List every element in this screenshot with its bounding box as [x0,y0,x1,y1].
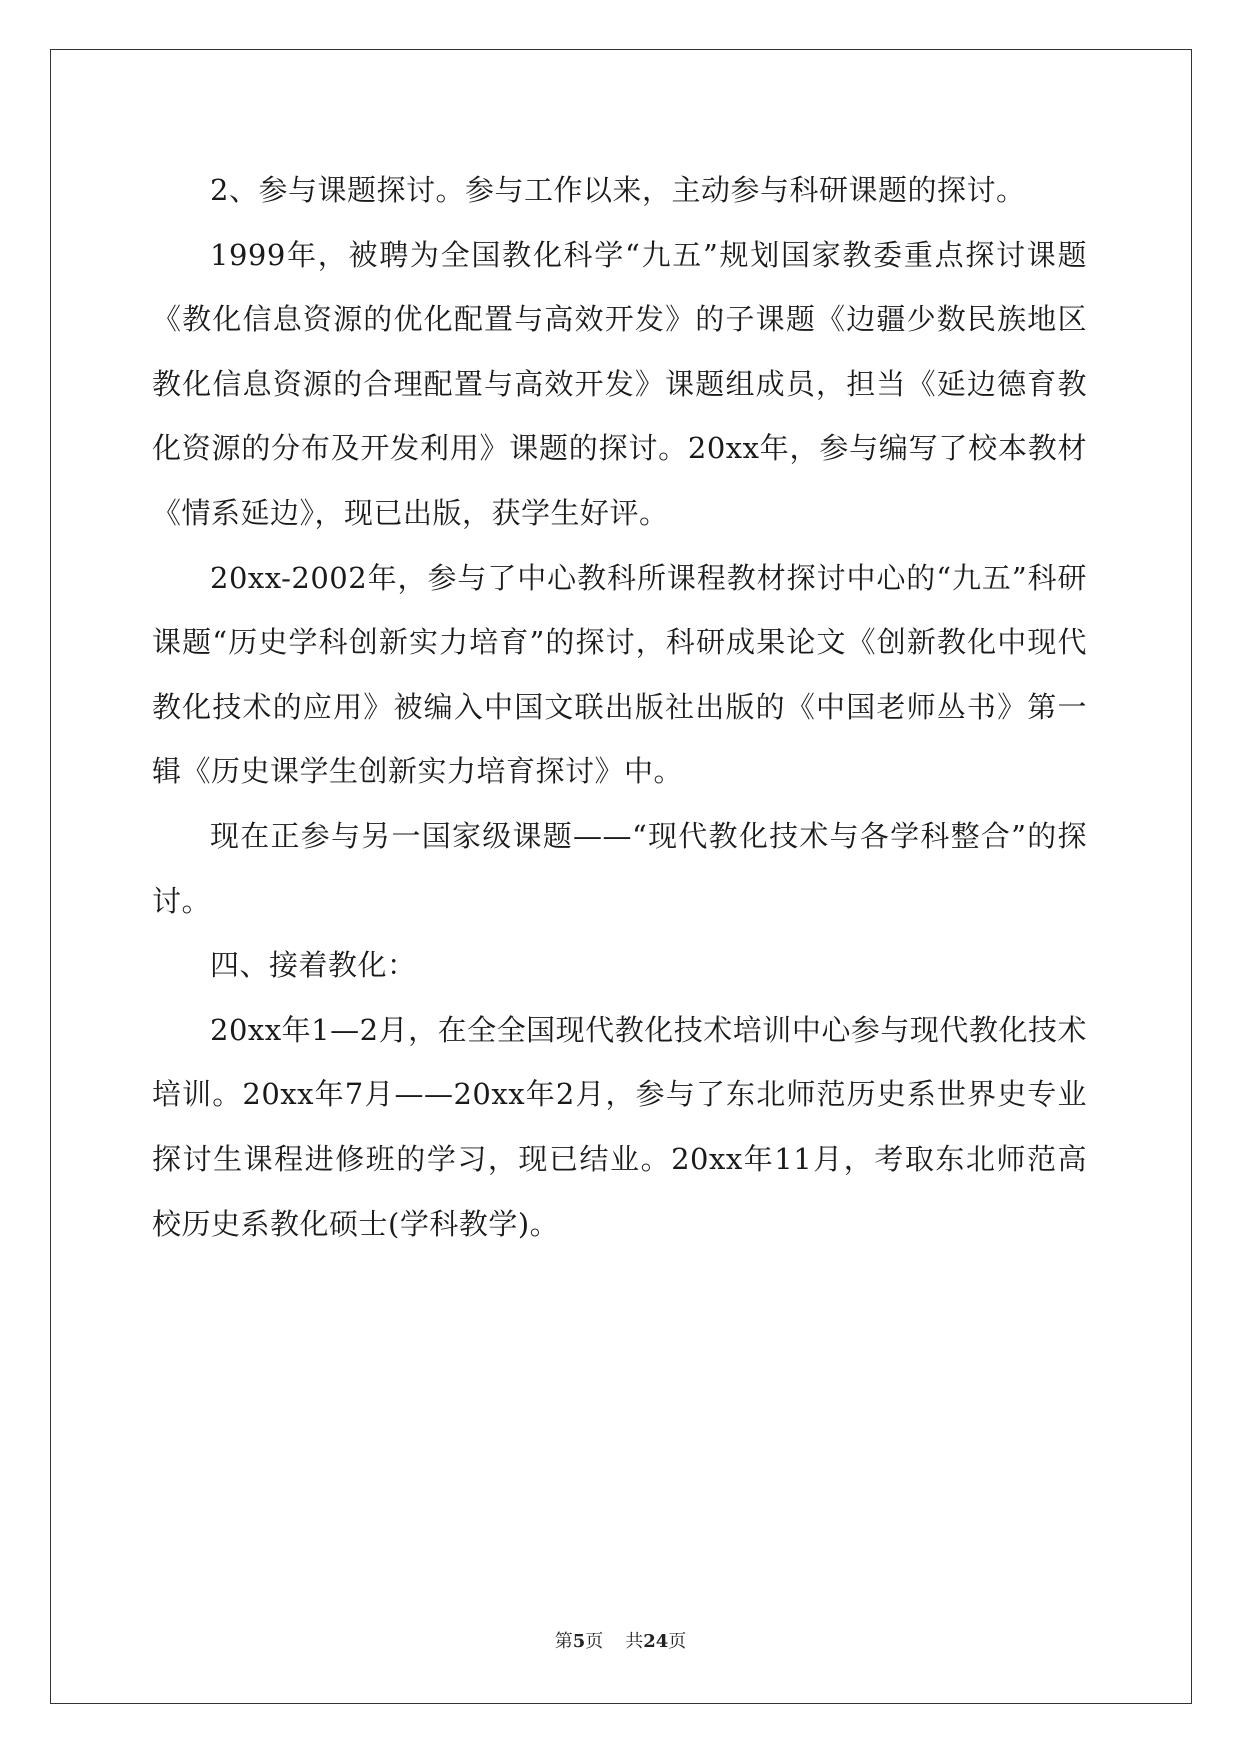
paragraph-2002-project: 20xx-2002年，参与了中心教科所课程教材探讨中心的“九五”科研课题“历史学科创新实力培育”的探讨，科研成果论文《创新教化中现代教化技术的应用》被编入中国文联出版社出版的《中国老师丛书》第一辑《历史课学生创新实力培育探讨》中。 [152,560,1087,789]
document-body [152,158,1087,1256]
paragraph-current-project: 现在正参与另一国家级课题——“现代教化技术与各学科整合”的探讨。 [152,818,1087,918]
footer-page-total: 24 [643,1631,669,1652]
footer-total-prefix: 共 [625,1631,644,1652]
paragraph-training: 20xx年1—2月，在全全国现代教化技术培训中心参与现代教化技术培训。20xx年7月——20xx年2月，参与了东北师范历史系世界史专业探讨生课程进修班的学习，现已结业。20xx年11月，考取东北师范高校历史系教化硕士(学科教学)。 [152,1012,1087,1241]
footer-page-unit: 页 [585,1631,604,1652]
footer-total-unit: 页 [668,1631,687,1652]
section-heading-continuing-education: 四、接着教化： [210,948,417,983]
page-footer [0,1627,1241,1653]
footer-page-current: 5 [572,1631,586,1652]
footer-page-prefix: 第 [554,1631,573,1652]
paragraph-research-intro: 2、参与课题探讨。参与工作以来，主动参与科研课题的探讨。 [210,173,1026,207]
paragraph-1999-project: 1999年，被聘为全国教化科学“九五”规划国家教委重点探讨课题《教化信息资源的优化配置与高效开发》的子课题《边疆少数民族地区教化信息资源的合理配置与高效开发》课题组成员，担当《延边德育教化资源的分布及开发利用》课题的探讨。20xx年，参与编写了校本教材《情系延边》，现已出版，获学生好评。 [152,237,1087,530]
